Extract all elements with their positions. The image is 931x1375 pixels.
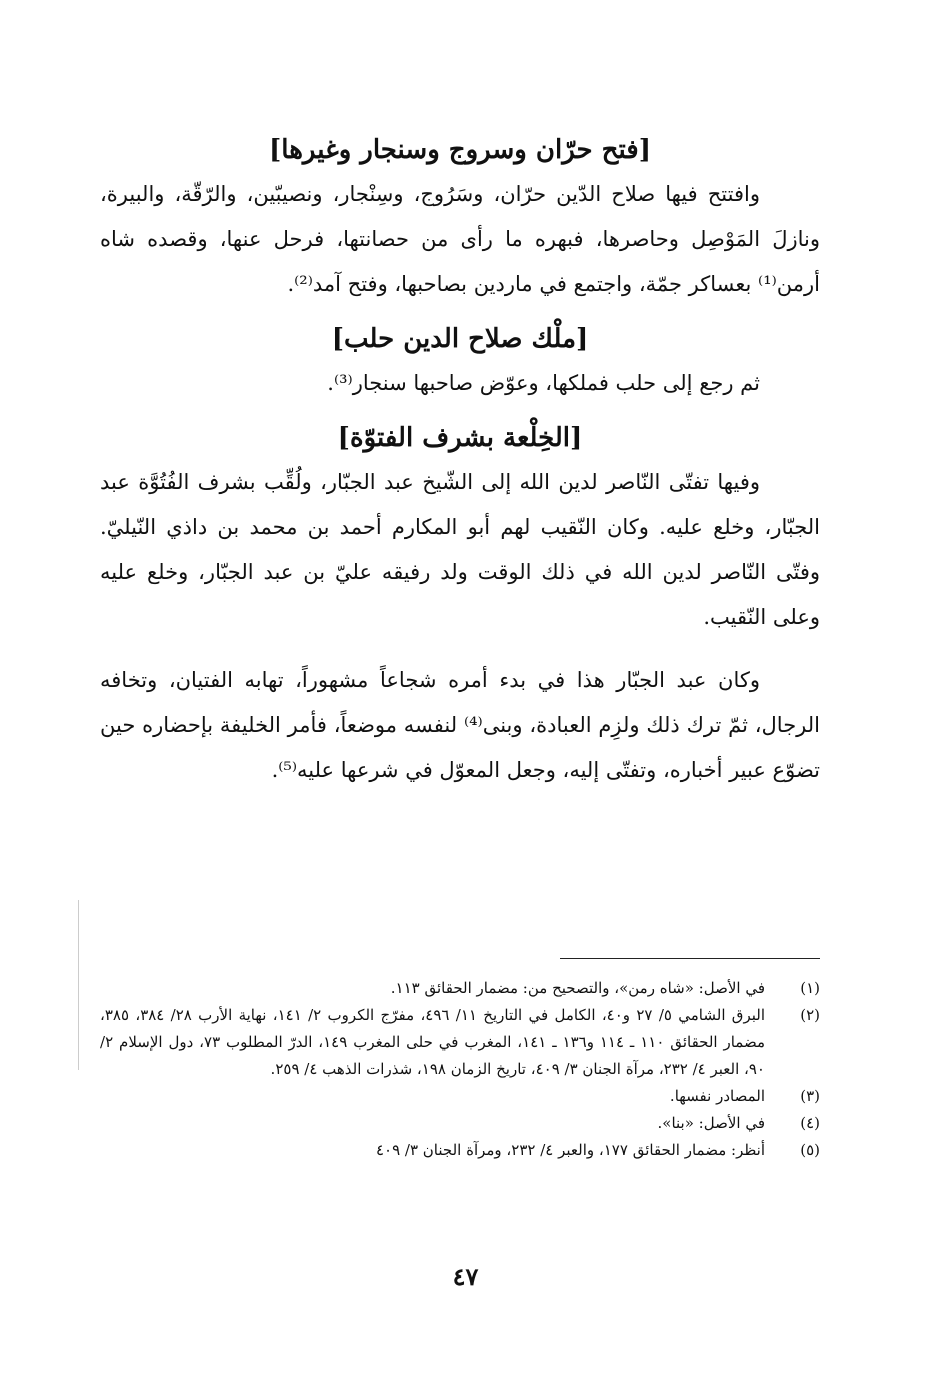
section-heading: [فتح حرّان وسروج وسنجار وغيرها] (268, 135, 652, 165)
section-heading: [الخِلْعة بشرف الفتوّة] (337, 423, 583, 453)
footnote (100, 1110, 820, 1137)
paragraph: وافتتح فيها صلاح الدّين حرّان، وسَرُوج، وسِنْجار، ونصيبّين، والرّقّة، والبيرة، ونازلَ المَوْصِل وحاصرها، فبهره ما رأى من حصانتها، فرحل عنها، وقصده شاه أرمن⁽¹⁾ بعساكر جمّة، واجتمع في ماردين بصاحبها، وفتح آمد⁽²⁾. (100, 182, 820, 296)
footnote (100, 1137, 820, 1164)
footnote-text: أنظر: مضمار الحقائق ١٧٧، والعبر ٤/ ٢٣٢، ومرآة الجنان ٣/ ٤٠٩ (375, 1141, 765, 1159)
footnote (100, 1083, 820, 1110)
paragraph: وفيها تفتّى النّاصر لدين الله إلى الشّيخ عبد الجبّار، ولُقِّب بشرف الفُتُوَّة عبد الجبّار، وخلع عليه. وكان النّقيب لهم أبو المكارم أحمد بن محمد بن داذي النّيليّ. وفتّى النّاصر لدين الله في ذلك الوقت ولد رفيقه عليّ بن عبد الجبّار، وخلع عليه وعلى النّقيب. (100, 470, 820, 629)
footnote-text: البرق الشامي ٥/ ٢٧ و٤٠، الكامل في التاريخ ١١/ ٤٩٦، مفرّج الكروب ٢/ ١٤١، نهاية الأرب ٢٨/ ٣٨٤، ٣٨٥، مضمار الحقائق ١١٠ ـ ١١٤ و١٣٦ ـ ١٤١، المغرب في حلى المغرب ١٤٩، الدرّ المطلوب ٧٣، دول الإسلام ٢/ ٩٠، العبر ٤/ ٢٣٢، مرآة الجنان ٣/ ٤٠٩، تاريخ الزمان ١٩٨، شذرات الذهب ٤/ ٢٥٩. (100, 1006, 766, 1078)
footnote-number: (٣) (800, 1087, 820, 1105)
footnote-number: (٤) (800, 1114, 820, 1132)
footnote-text: في الأصل: «شاه رمن»، والتصحيح من: مضمار الحقائق ١١٣. (390, 979, 765, 997)
footnote-number: (٥) (800, 1141, 820, 1159)
paragraph: ثم رجع إلى حلب فملكها، وعوّض صاحبها سنجار⁽³⁾. (327, 371, 760, 395)
page-number: ٤٧ (452, 1262, 479, 1291)
section-heading: [ملْك صلاح الدين حلب] (331, 324, 589, 354)
footnote-text: المصادر نفسها. (669, 1087, 765, 1105)
footnote-number: (٢) (800, 1006, 820, 1024)
footnotes (100, 975, 820, 1164)
footnote-number: (١) (800, 979, 820, 997)
paragraph: وكان عبد الجبّار هذا في بدء أمره شجاعاً مشهوراً، تهابه الفتيان، وتخافه الرجال، ثمّ ترك ذلك ولزِم العبادة، وبنى⁽⁴⁾ لنفسه موضعاً، فأمر الخليفة بإحضاره حين تضوّع عبير أخباره، وتفتّى إليه، وجعل المعوّل في شرعها عليه⁽⁵⁾. (100, 668, 820, 782)
scan-artifact-line (78, 900, 79, 1070)
footnote (100, 975, 820, 1002)
footnote-divider (560, 958, 820, 959)
main-text (100, 128, 820, 793)
footnote (100, 1002, 820, 1083)
footnote-text: في الأصل: «بنا». (657, 1114, 765, 1132)
